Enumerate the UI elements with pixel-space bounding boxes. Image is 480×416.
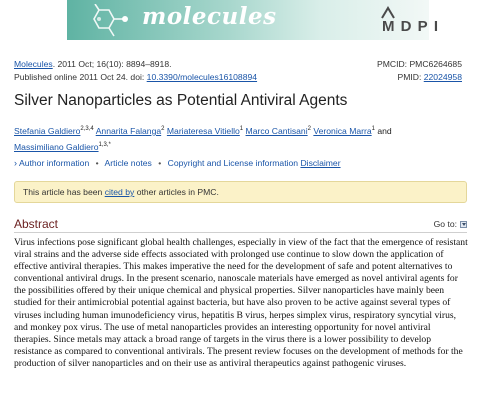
article-info-bar [14, 158, 341, 168]
article-notes-toggle[interactable]: Article notes [104, 158, 152, 168]
published-prefix: Published online 2011 Oct 24. doi: [14, 72, 147, 82]
goto-label[interactable]: Go to: [433, 219, 457, 229]
pmid-line [397, 72, 462, 82]
author-link[interactable]: Annarita Falanga [95, 125, 162, 136]
and-text: and [377, 125, 392, 136]
author-list [14, 122, 474, 154]
author-link[interactable]: Veronica Marra [313, 125, 372, 136]
cited-text-before: This article has been [23, 187, 105, 197]
published-line [14, 72, 257, 82]
author-link[interactable]: Massimiliano Galdiero [14, 141, 99, 152]
author-affiliation: 1 [371, 126, 375, 132]
molecule-logo-icon [85, 4, 135, 38]
abstract-heading: Abstract [14, 217, 59, 231]
journal-banner[interactable] [67, 0, 429, 40]
separator: • [158, 158, 162, 168]
cited-by-link[interactable]: cited by [104, 187, 135, 197]
author-affiliation: 2 [161, 126, 165, 132]
doi-link[interactable]: 10.3390/molecules16108894 [146, 72, 258, 82]
separator: • [95, 158, 99, 168]
author-affiliation: 1,3,* [98, 141, 111, 148]
author-affiliation: 2 [307, 126, 311, 132]
author-link[interactable]: Mariateresa Vitiello [166, 125, 240, 136]
abstract-text: Virus infections pose significant global health challenges, especially in view of the fact that the emergence of resistant viral strains and the adverse side effects associated with prolonged use continue to slow down the application of effective antiviral therapies. This makes imperative the need for the development of safe and potent alternatives to conventional antiviral drugs. In the present scenario, nanoscale materials have emerged as novel antiviral agents for the possibilities offered by their unique chemical and physical properties. Silver nanoparticles have mainly been studied for their antimicrobial potential against bacteria, but have also proven to be active against several types of viruses including human imunodeficiency virus, hepatitis B virus, herpes simplex virus, respiratory syncytial virus, and monkey pox virus. The use of metal nanoparticles provides an interesting opportunity for novel antiviral therapies. Since metals may attack a broad range of targets in the virus there is a lower possibility to develop resistance as compared to conventional antivirals. The present review focuses on the development of methods for the production of silver nanoparticles and on their use as antiviral therapeutics against pathogenic viruses. [14, 237, 468, 369]
author-link[interactable]: Marco Cantisani [245, 125, 308, 136]
abstract-header [14, 217, 467, 233]
goto-dropdown-icon[interactable] [460, 221, 467, 228]
author-link[interactable]: Stefania Galdiero [14, 125, 81, 136]
mdpi-logo[interactable] [378, 6, 448, 36]
author-affiliation: 1 [239, 126, 244, 132]
pmcid-line [377, 59, 462, 69]
pmid-link[interactable]: 22024958 [423, 72, 462, 82]
pmcid-label: PMCID: [376, 59, 410, 69]
journal-link[interactable]: Molecules [14, 59, 53, 69]
citation-details: . 2011 Oct; 16(10): 8894–8918. [52, 59, 172, 69]
cited-text-after: other articles in PMC. [134, 187, 219, 197]
article-title: Silver Nanoparticles as Potential Antiviral Agents [14, 92, 348, 109]
expand-chevron-icon: › [14, 158, 17, 168]
disclaimer-link[interactable]: Disclaimer [300, 158, 341, 168]
cited-by-notice [14, 181, 467, 203]
journal-name: molecules [142, 3, 277, 30]
author-affiliation: 2,3,4 [80, 126, 94, 132]
publisher-name: MDPI [382, 18, 438, 35]
pmid-label: PMID: [397, 72, 424, 82]
citation-line [14, 59, 172, 69]
author-information-toggle[interactable]: Author information [19, 158, 90, 168]
pmcid-value: PMC6264685 [409, 59, 462, 69]
copyright-toggle[interactable]: Copyright and License information [167, 158, 299, 168]
